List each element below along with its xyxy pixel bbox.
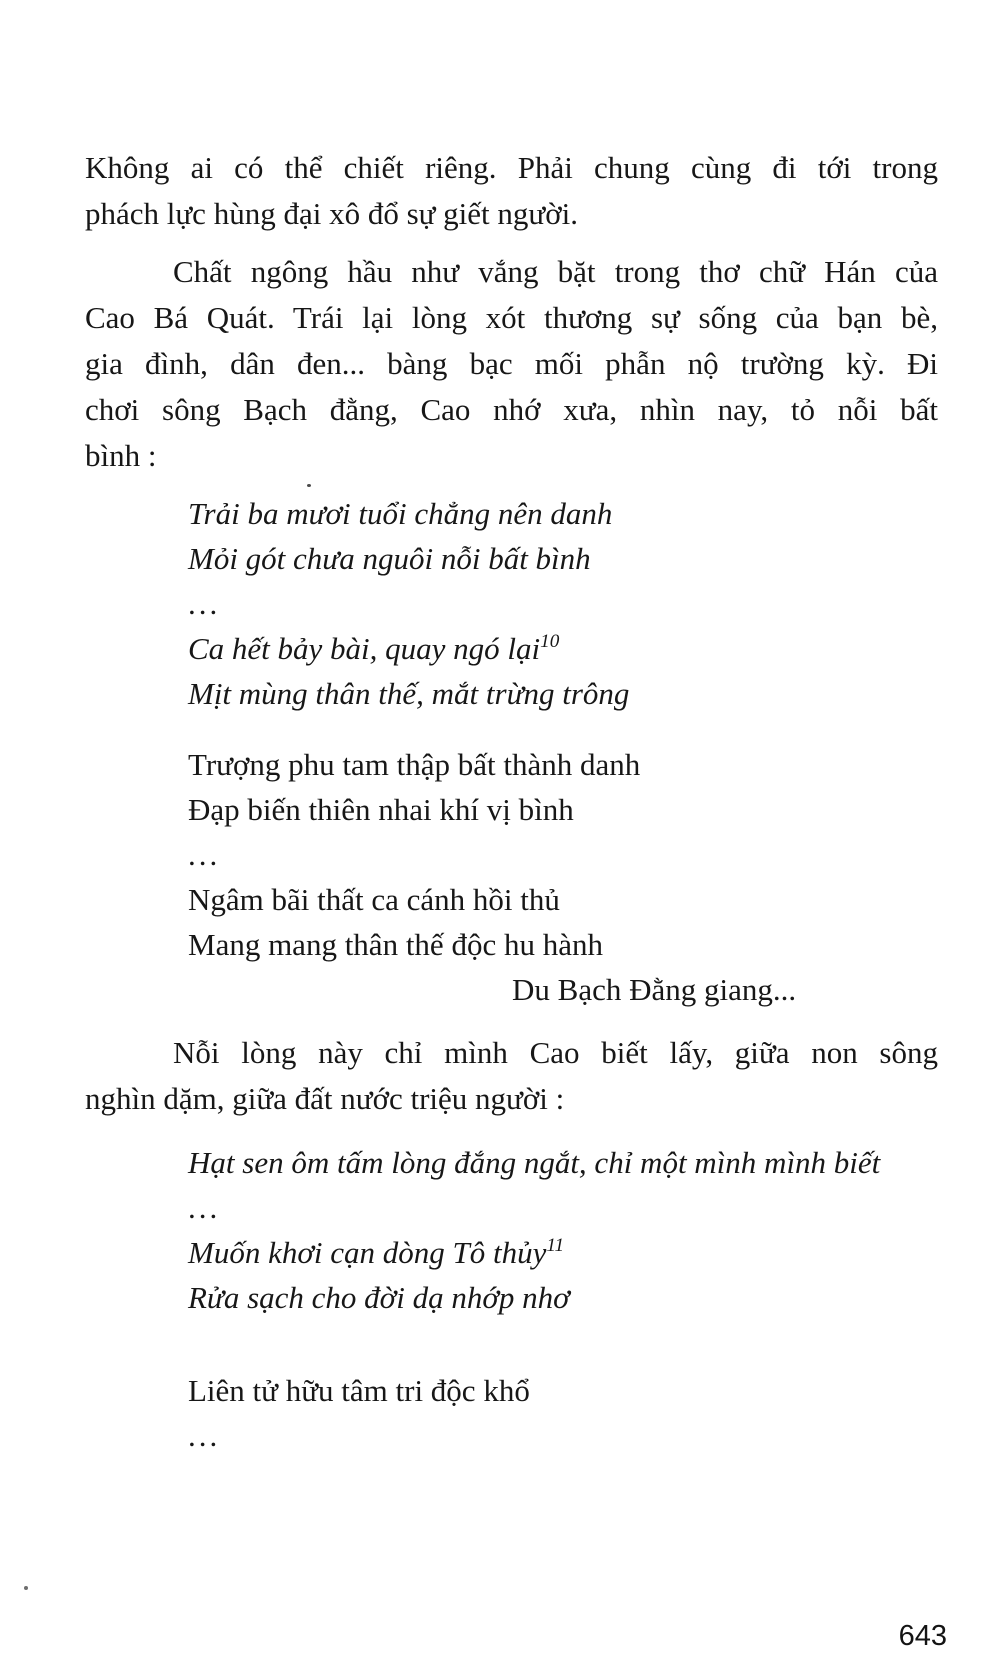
verse-line: Hạt sen ôm tấm lòng đắng ngắt, chỉ một mình mình biết bbox=[188, 1145, 881, 1180]
paragraph bbox=[85, 145, 938, 237]
verse-line: Rửa sạch cho đời dạ nhớp nhơ bbox=[188, 1280, 570, 1315]
body-line: Chất ngông hầu như vắng bặt trong thơ chữ Hán của bbox=[173, 254, 938, 289]
ellipsis-line: ... bbox=[188, 586, 221, 621]
verse-text: Ca hết bảy bài, quay ngó lại bbox=[188, 631, 541, 666]
verse-line: Ngâm bãi thất ca cánh hồi thủ bbox=[188, 882, 560, 917]
poem-quote-hanviet bbox=[188, 742, 938, 967]
verse-line: Mịt mùng thân thế, mắt trừng trông bbox=[188, 676, 630, 711]
poem-quote-quocam bbox=[188, 491, 938, 716]
poem-quote-hanviet bbox=[188, 1368, 938, 1458]
footnote-ref: 11 bbox=[546, 1235, 565, 1256]
verse-line: Đạp biến thiên nhai khí vị bình bbox=[188, 792, 574, 827]
text-block bbox=[85, 0, 938, 1458]
body-line: gia đình, dân đen... bàng bạc mối phẫn nộ trường kỳ. Đi bbox=[85, 346, 938, 381]
verse-line: Liên tử hữu tâm tri độc khổ bbox=[188, 1373, 530, 1408]
verse-line: Trải ba mươi tuổi chẳng nên danh bbox=[188, 496, 613, 531]
body-line: Không ai có thể chiết riêng. Phải chung cùng đi tới trong bbox=[85, 150, 938, 185]
poem-quote-quocam bbox=[188, 1140, 938, 1320]
verse-line bbox=[188, 1230, 938, 1275]
body-line: nghìn dặm, giữa đất nước triệu người : bbox=[85, 1081, 565, 1116]
ellipsis-line: ... bbox=[188, 1190, 221, 1225]
verse-line bbox=[188, 626, 938, 671]
ink-speck bbox=[24, 1586, 28, 1590]
body-line: chơi sông Bạch đằng, Cao nhớ xưa, nhìn nay, tỏ nỗi bất bbox=[85, 392, 938, 427]
poem-attribution: Du Bạch Đằng giang... bbox=[512, 972, 797, 1007]
verse-line: Trượng phu tam thập bất thành danh bbox=[188, 747, 641, 782]
ellipsis-line: ... bbox=[188, 837, 221, 872]
ellipsis-line: ... bbox=[188, 1418, 221, 1453]
page-number: 643 bbox=[898, 1620, 947, 1652]
ink-speck bbox=[307, 484, 311, 487]
body-line: phách lực hùng đại xô đổ sự giết người. bbox=[85, 196, 578, 231]
footnote-ref: 10 bbox=[540, 631, 560, 652]
body-line: bình : bbox=[85, 438, 157, 473]
verse-line: Mỏi gót chưa nguôi nỗi bất bình bbox=[188, 541, 591, 576]
verse-line: Mang mang thân thế độc hu hành bbox=[188, 927, 603, 962]
body-line: Nỗi lòng này chỉ mình Cao biết lấy, giữa non sông bbox=[173, 1035, 938, 1070]
verse-text: Muốn khơi cạn dòng Tô thủy bbox=[188, 1235, 547, 1270]
body-line: Cao Bá Quát. Trái lại lòng xót thương sự sống của bạn bè, bbox=[85, 300, 938, 335]
paragraph bbox=[85, 1030, 938, 1122]
paragraph bbox=[85, 249, 938, 479]
